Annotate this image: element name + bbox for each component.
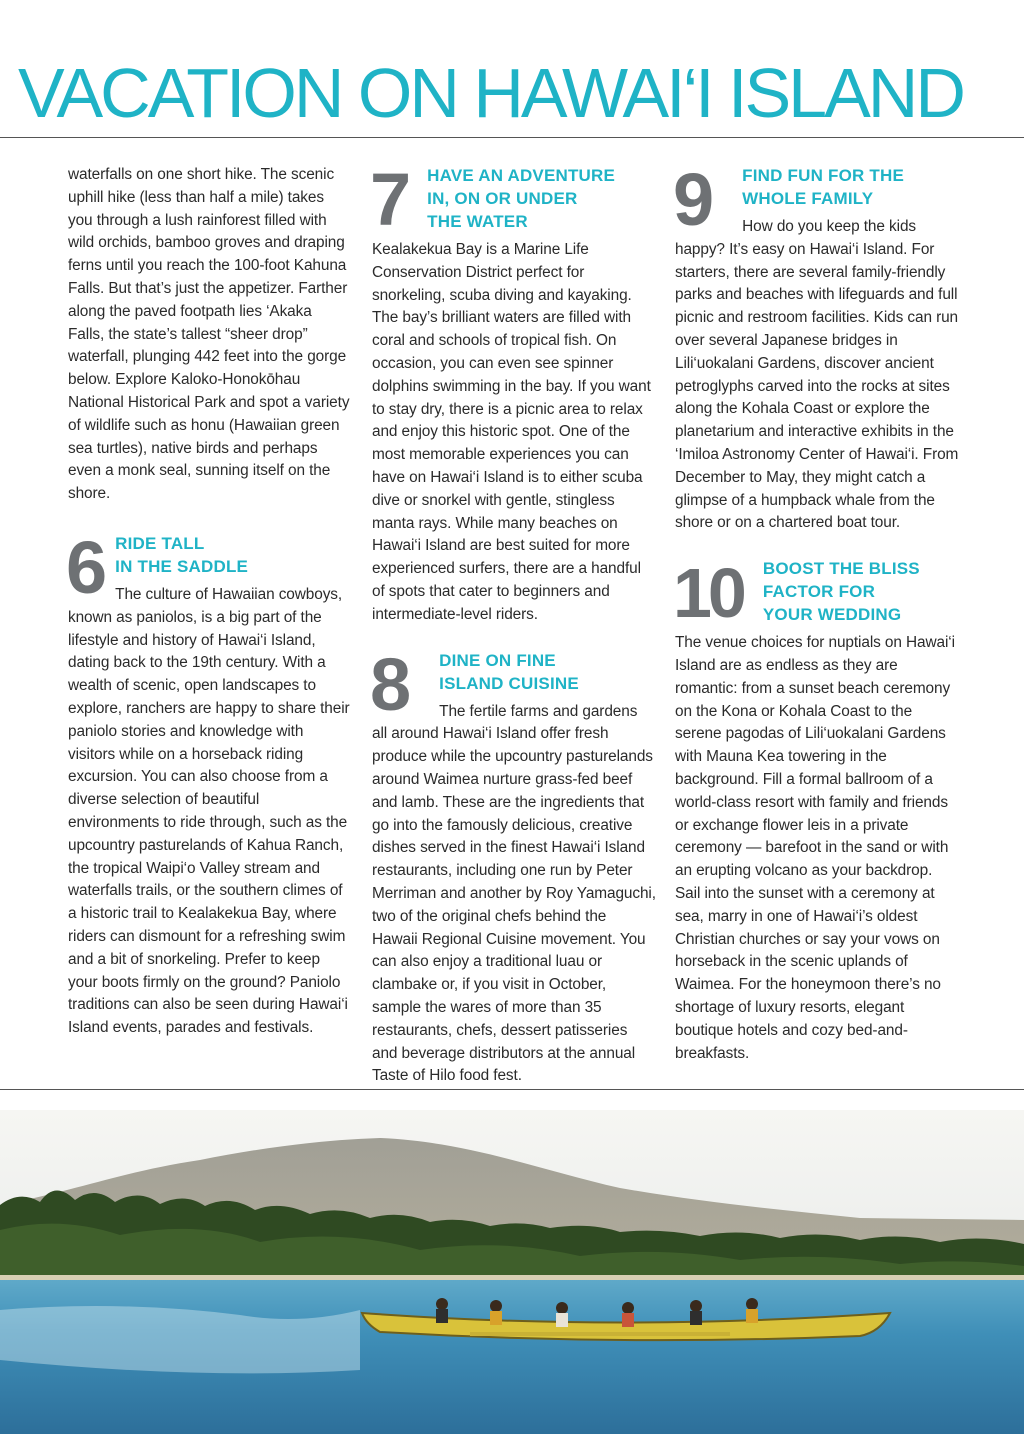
heading-line: WHOLE FAMILY bbox=[742, 189, 874, 208]
heading-line: HAVE AN ADVENTURE bbox=[427, 166, 616, 185]
heading-line: YOUR WEDDING bbox=[762, 605, 902, 625]
section-heading-9 bbox=[675, 164, 959, 210]
bottom-divider bbox=[0, 1089, 1024, 1090]
section-body-7: Kealakekua Bay is a Marine Life Conservation District perfect for snorkeling, scuba diving and kayaking. The bay’s brilliant waters are filled with coral and schools of tropical fish. On occasion, you can even see spinner dolphins swimming in the bay. If you want to stay dry, there is a picnic area to relax and enjoy this historic spot. One of the most memorable experiences you can have on Hawai‘i Island is to either scuba dive or snorkel with gentle, stingless manta rays. While many beaches on Hawai‘i Island are best suited for more experienced surfers, there are a handful of spots that cater to beginners and intermediate-level riders. bbox=[372, 241, 651, 623]
heading-line: IN, ON OR UNDER bbox=[427, 189, 578, 208]
section-number-9: 9 bbox=[673, 158, 713, 241]
outrigger-canoe-photo bbox=[0, 1110, 1024, 1434]
heading-line: DINE ON FINE bbox=[439, 650, 556, 670]
section-body-9: How do you keep the kids happy? It’s easy on Hawai‘i Island. For starters, there are several family-friendly parks and beaches with lifeguards and full picnic and restroom facilities. Kids can run over several Japanese bridges in Lili‘uokalani Gardens, discover ancient petroglyphs carved into the rocks at sites along the Kohala Coast or explore the planetarium and interactive exhibits in the ‘Imiloa Astronomy Center of Hawai‘i. From December to May, they might catch a glimpse of a humpback whale from the shore or on a chartered boat tour. bbox=[675, 218, 959, 532]
section-8 bbox=[370, 642, 656, 1089]
section-6 bbox=[66, 525, 352, 1040]
section-number-6: 6 bbox=[66, 525, 106, 609]
section-9 bbox=[673, 158, 959, 535]
coastal-scene-illustration bbox=[0, 1110, 1024, 1434]
canoe-ama bbox=[470, 1332, 730, 1336]
heading-line: FIND FUN FOR THE bbox=[742, 166, 905, 185]
intro-paragraph: waterfalls on one short hike. The scenic uphill hike (less than half a mile) takes you through a lush rainforest filled with wild orchids, bamboo groves and draping ferns until you reach the 100-foot Kahuna Falls. But that’s just the appetizer. Farther along the paved footpath lies ‘Akaka Falls, the state’s tallest “sheer drop” waterfall, plunging 442 feet into the gorge below. Explore Kaloko-Honokōhau National Historical Park and spot a variety of wildlife such as honu (Hawaiian green sea turtles), native birds and perhaps even a monk seal, sunning itself on the shore. bbox=[68, 166, 350, 503]
section-body-8: The fertile farms and gardens all around Hawai‘i Island offer fresh produce while the upcountry pasturelands around Waimea nurture grass-fed beef and lamb. These are the ingredients that go into the famously delicious, creative dishes served in the finest Hawai‘i Island restaurants, including one run by Peter Merriman and another by Roy Yamaguchi, two of the original chefs behind the Hawaii Regional Cuisine movement. You can also enjoy a traditional luau or clambake or, if you visit in October, sample the wares of more than 35 restaurants, chefs, dessert patisseries and beverage distributors at the annual Taste of Hilo food fest. bbox=[372, 702, 656, 1085]
section-10 bbox=[673, 554, 959, 1065]
column-1 bbox=[68, 164, 352, 1040]
column-2 bbox=[370, 158, 656, 1088]
top-divider bbox=[0, 137, 1024, 138]
section-heading-7 bbox=[370, 158, 656, 241]
section-number-8: 8 bbox=[370, 642, 410, 726]
heading-line: BOOST THE BLISS bbox=[762, 559, 920, 579]
section-body-10: The venue choices for nuptials on Hawai‘i Island are as endless as they are romantic: from a sunset beach ceremony on the Kona or Kohala Coast to the serene pagodas of Lili‘uokalani Gardens with Mauna Kea towering in the background. Fill a formal ballroom of a world-class resort with family and friends or exchange flower leis in a private ceremony — barefoot in the sand or with an erupting volcano as your backdrop. Sail into the sunset with a ceremony at sea, marry in one of Hawai‘i’s oldest Christian churches or say your vows on horseback in the scenic uplands of Waimea. For the honeymoon there’s no shortage of luxury resorts, elegant boutique hotels and cozy bed-and-breakfasts. bbox=[675, 634, 955, 1062]
section-heading-6 bbox=[68, 532, 352, 578]
heading-line: ISLAND CUISINE bbox=[439, 673, 579, 693]
section-7 bbox=[370, 158, 656, 627]
page-title: VACATION ON HAWAI‘I ISLAND bbox=[18, 54, 963, 132]
heading-line: RIDE TALL bbox=[115, 533, 205, 553]
column-3 bbox=[673, 158, 959, 1065]
section-body-6: The culture of Hawaiian cowboys, known as paniolos, is a big part of the lifestyle and history of Hawai‘i Island, dating back to the 19th century. With a wealth of scenic, open landscapes to explore, ranchers are happy to share their paniolo stories and knowledge with visitors while on a horseback riding excursion. You can also choose from a diverse selection of beautiful environments to ride through, such as the upcountry pasturelands of Kahua Ranch, the tropical Waipi‘o Valley stream and waterfalls trails, or the southern climes of a historic trail to Kealakekua Bay, where riders can dismount for a refreshing swim and a bit of snorkeling. Prefer to keep your boots firmly on the ground? Paniolo traditions can also be seen during Hawai‘i Island events, parades and festivals. bbox=[68, 585, 350, 1037]
heading-line: IN THE SADDLE bbox=[115, 556, 249, 576]
heading-line: FACTOR FOR bbox=[762, 582, 876, 602]
heading-line: THE WATER bbox=[427, 212, 528, 231]
section-heading-8 bbox=[372, 649, 656, 695]
section-number-10: 10 bbox=[673, 554, 743, 633]
section-number-7: 7 bbox=[370, 158, 410, 241]
